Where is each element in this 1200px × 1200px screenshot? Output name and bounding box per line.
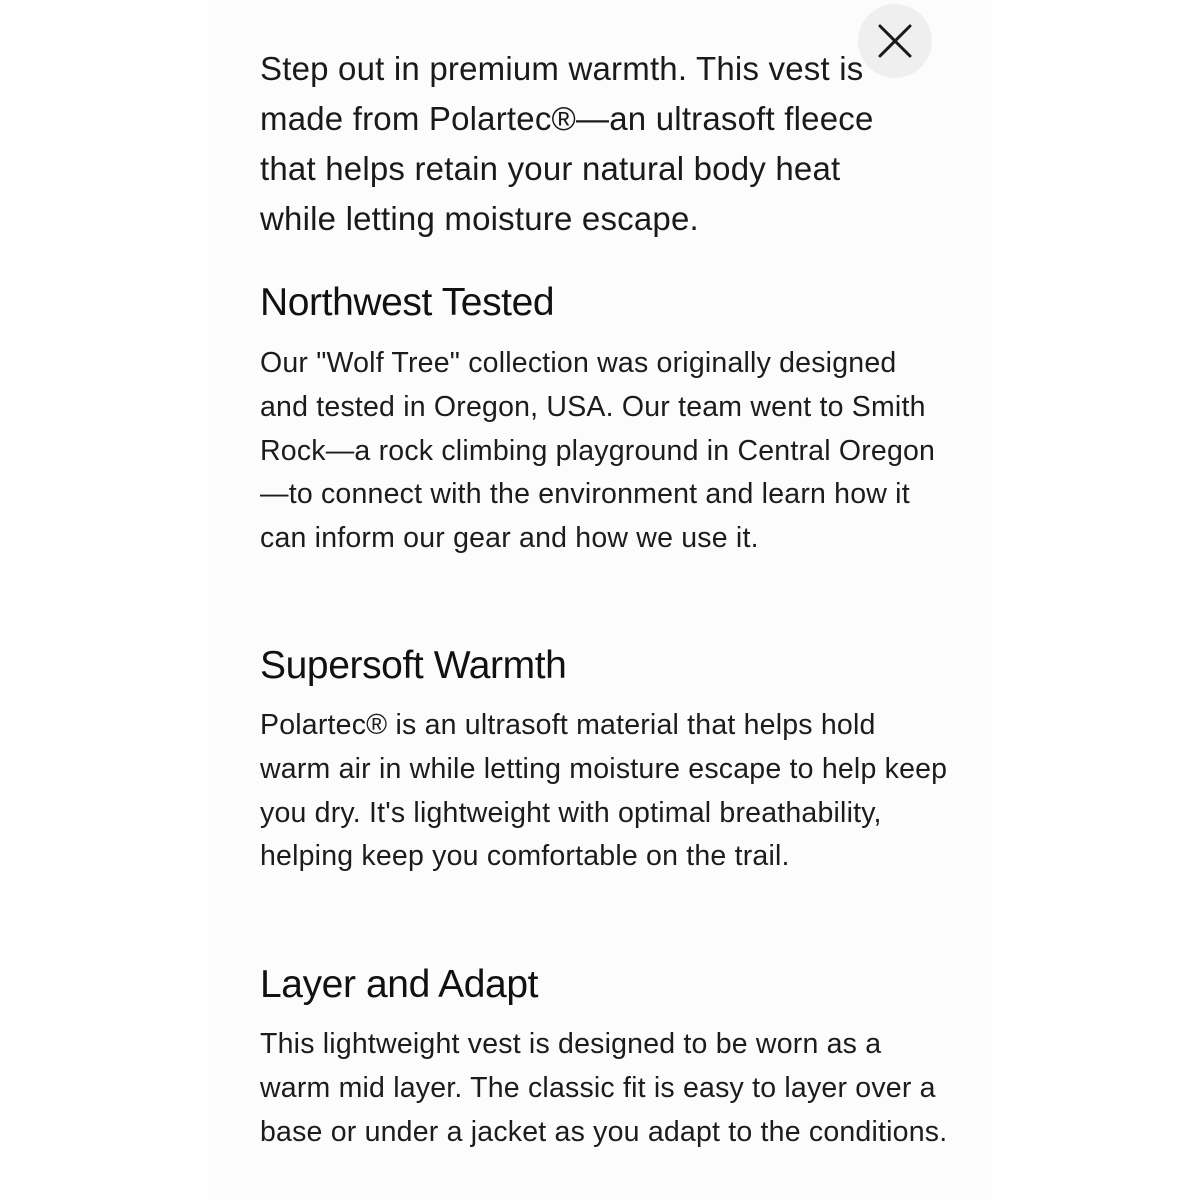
section-title-layer-and-adapt: Layer and Adapt xyxy=(260,963,539,1006)
section-title-supersoft-warmth: Supersoft Warmth xyxy=(260,644,567,687)
section-body-supersoft-warmth: Polartec® is an ultrasoft material that helps hold warm air in while letting moisture escape to help keep you dry. It's lightweight with optimal breathability, helping keep you comfortable on the trail. xyxy=(260,709,948,873)
section-title-northwest-tested: Northwest Tested xyxy=(260,281,555,324)
close-icon xyxy=(877,23,913,59)
section-body-northwest-tested: Our "Wolf Tree" collection was originally designed and tested in Oregon, USA. Our team went to Smith Rock—a rock climbing playground in Central Oregon—to connect with the environment and learn how it can inform our gear and how we use it. xyxy=(260,347,936,555)
section-body-layer-and-adapt: This lightweight vest is designed to be worn as a warm mid layer. The classic fit is easy to layer over a base or under a jacket as you adapt to the conditions. xyxy=(260,1028,948,1148)
intro-text: Step out in premium warmth. This vest is made from Polartec®—an ultrasoft fleece that helps retain your natural body heat while letting moisture escape. xyxy=(260,50,874,237)
close-button[interactable] xyxy=(858,4,932,78)
